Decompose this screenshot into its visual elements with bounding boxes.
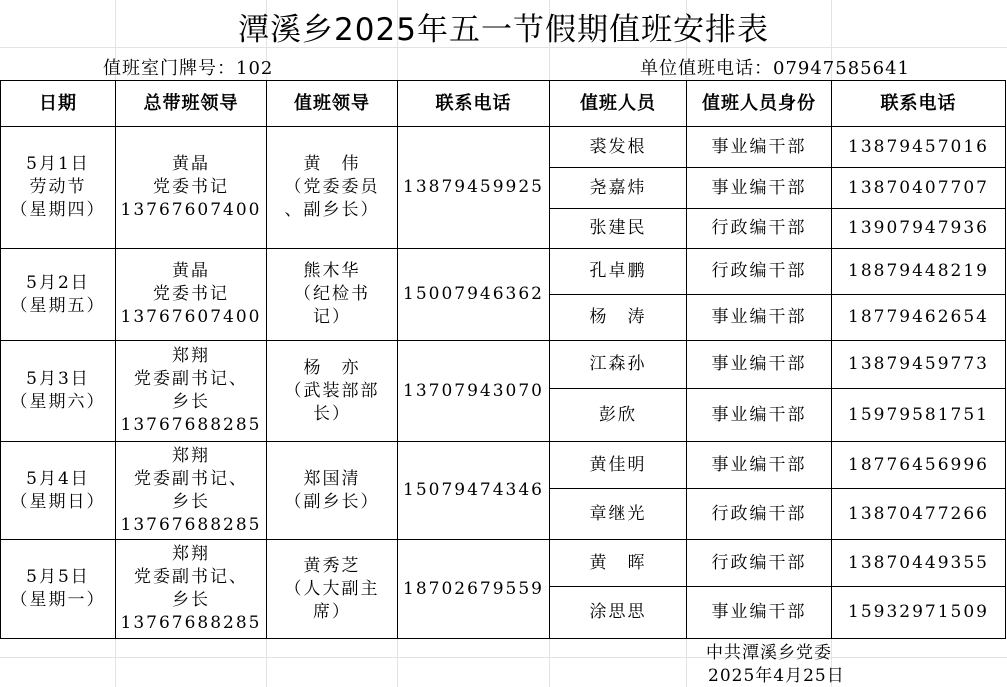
date-cell: 5月3日 （星期六）	[1, 341, 116, 442]
header-chief-leader: 总带班领导	[116, 81, 267, 127]
page-title: 潭溪乡2025年五一节假期值班安排表	[238, 12, 769, 48]
date-cell: 5月2日 （星期五）	[1, 249, 116, 341]
staff-role-cell: 事业编干部	[687, 442, 832, 489]
duty-leader-cell: 黄 伟 （党委委员 、副乡长）	[267, 127, 398, 249]
table-row	[1, 341, 1006, 389]
staff-name-cell: 黄 晖	[550, 540, 687, 587]
staff-phone-cell: 15932971509	[832, 587, 1006, 639]
chief-leader-cell: 郑翔 党委副书记、 乡长 13767688285	[116, 341, 267, 442]
staff-name-cell: 涂思思	[550, 587, 687, 639]
header-leader-phone: 联系电话	[398, 81, 550, 127]
duty-leader-cell: 杨 亦 （武装部部 长）	[267, 341, 398, 442]
table-row	[1, 249, 1006, 295]
staff-name-cell: 张建民	[550, 209, 687, 249]
header-row	[1, 81, 1006, 127]
staff-name-cell: 彭欣	[550, 389, 687, 442]
staff-phone-cell: 13870407707	[832, 168, 1006, 209]
leader-phone-cell: 13879459925	[398, 127, 550, 249]
staff-phone-cell: 18779462654	[832, 295, 1006, 341]
staff-name-cell: 黄佳明	[550, 442, 687, 489]
table-row	[1, 127, 1006, 168]
staff-name-cell: 章继光	[550, 489, 687, 540]
staff-phone-cell: 13907947936	[832, 209, 1006, 249]
staff-name-cell: 江森孙	[550, 341, 687, 389]
table-row	[1, 540, 1006, 587]
staff-role-cell: 行政编干部	[687, 209, 832, 249]
unit-duty-phone: 单位值班电话：07947585641	[640, 58, 910, 79]
staff-role-cell: 事业编干部	[687, 168, 832, 209]
duty-leader-cell: 熊木华 （纪检书 记）	[267, 249, 398, 341]
staff-name-cell: 杨 涛	[550, 295, 687, 341]
leader-phone-cell: 15079474346	[398, 442, 550, 540]
staff-role-cell: 行政编干部	[687, 489, 832, 540]
staff-role-cell: 行政编干部	[687, 540, 832, 587]
staff-phone-cell: 13870477266	[832, 489, 1006, 540]
issuing-organization: 中共潭溪乡党委	[706, 643, 832, 663]
staff-phone-cell: 13879459773	[832, 341, 1006, 389]
staff-role-cell: 事业编干部	[687, 295, 832, 341]
staff-role-cell: 事业编干部	[687, 341, 832, 389]
table-row	[1, 442, 1006, 489]
duty-schedule-table	[0, 80, 1006, 639]
date-cell: 5月4日 （星期日）	[1, 442, 116, 540]
leader-phone-cell: 15007946362	[398, 249, 550, 341]
staff-phone-cell: 15979581751	[832, 389, 1006, 442]
duty-leader-cell: 郑国清 （副乡长）	[267, 442, 398, 540]
date-cell: 5月5日 （星期一）	[1, 540, 116, 639]
header-staff: 值班人员	[550, 81, 687, 127]
header-duty-leader: 值班领导	[267, 81, 398, 127]
header-staff-role: 值班人员身份	[687, 81, 832, 127]
staff-phone-cell: 13870449355	[832, 540, 1006, 587]
staff-role-cell: 事业编干部	[687, 389, 832, 442]
chief-leader-cell: 黄晶 党委书记 13767607400	[116, 127, 267, 249]
chief-leader-cell: 郑翔 党委副书记、 乡长 13767688285	[116, 540, 267, 639]
chief-leader-cell: 郑翔 党委副书记、 乡长 13767688285	[116, 442, 267, 540]
issue-date: 2025年4月25日	[708, 666, 845, 686]
staff-role-cell: 行政编干部	[687, 249, 832, 295]
staff-role-cell: 事业编干部	[687, 127, 832, 168]
leader-phone-cell: 18702679559	[398, 540, 550, 639]
duty-leader-cell: 黄秀芝 （人大副主 席）	[267, 540, 398, 639]
staff-phone-cell: 13879457016	[832, 127, 1006, 168]
staff-phone-cell: 18879448219	[832, 249, 1006, 295]
staff-name-cell: 孔卓鹏	[550, 249, 687, 295]
staff-name-cell: 裘发根	[550, 127, 687, 168]
leader-phone-cell: 13707943070	[398, 341, 550, 442]
gridline	[0, 657, 1007, 658]
staff-name-cell: 尧嘉炜	[550, 168, 687, 209]
header-staff-phone: 联系电话	[832, 81, 1006, 127]
date-cell: 5月1日 劳动节 （星期四）	[1, 127, 116, 249]
staff-phone-cell: 18776456996	[832, 442, 1006, 489]
chief-leader-cell: 黄晶 党委书记 13767607400	[116, 249, 267, 341]
header-date: 日期	[1, 81, 116, 127]
duty-room-number: 值班室门牌号：102	[103, 58, 274, 79]
staff-role-cell: 事业编干部	[687, 587, 832, 639]
